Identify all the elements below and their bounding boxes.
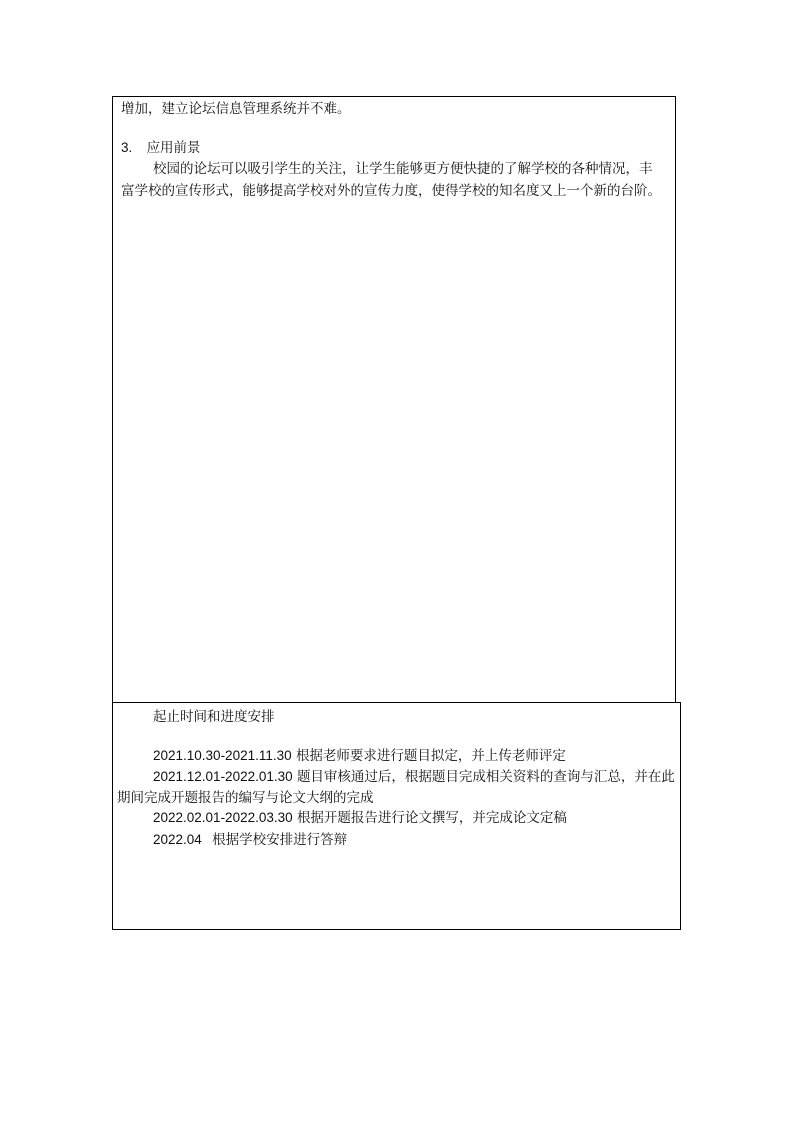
heading-title: 应用前景	[146, 140, 201, 156]
schedule-date: 2022.02.01-2022.03.30	[153, 810, 293, 825]
schedule-section-box	[112, 702, 681, 930]
background-section-box	[112, 96, 676, 703]
schedule-item	[153, 830, 347, 850]
schedule-date: 2021.12.01-2022.01.30	[153, 769, 293, 784]
schedule-item	[153, 808, 567, 828]
heading-number: 3.	[121, 140, 133, 155]
schedule-item	[153, 767, 675, 787]
paragraph-line-2: 富学校的宣传形式，能够提高学校对外的宣传力度，使得学校的知名度又上一个新的台阶。	[121, 183, 661, 199]
schedule-text-continued: 期间完成开题报告的编写与论文大纲的完成	[117, 790, 374, 806]
schedule-text: 题目审核通过后，根据题目完成相关资料的查询与汇总，并在此	[296, 769, 675, 785]
schedule-title: 起止时间和进度安排	[153, 709, 275, 725]
schedule-text: 根据老师要求进行题目拟定，并上传老师评定	[295, 748, 566, 764]
section-heading	[121, 138, 201, 158]
schedule-item	[153, 746, 566, 766]
continued-text: 增加，建立论坛信息管理系统并不难。	[121, 101, 351, 117]
schedule-text: 根据学校安排进行答辩	[212, 832, 348, 848]
schedule-text: 根据开题报告进行论文撰写，并完成论文定稿	[296, 810, 567, 826]
paragraph-line-1: 校园的论坛可以吸引学生的关注，让学生能够更方便快捷的了解学校的各种情况，丰	[153, 161, 653, 177]
schedule-date: 2022.04	[153, 832, 202, 847]
schedule-date: 2021.10.30-2021.11.30	[153, 748, 292, 763]
